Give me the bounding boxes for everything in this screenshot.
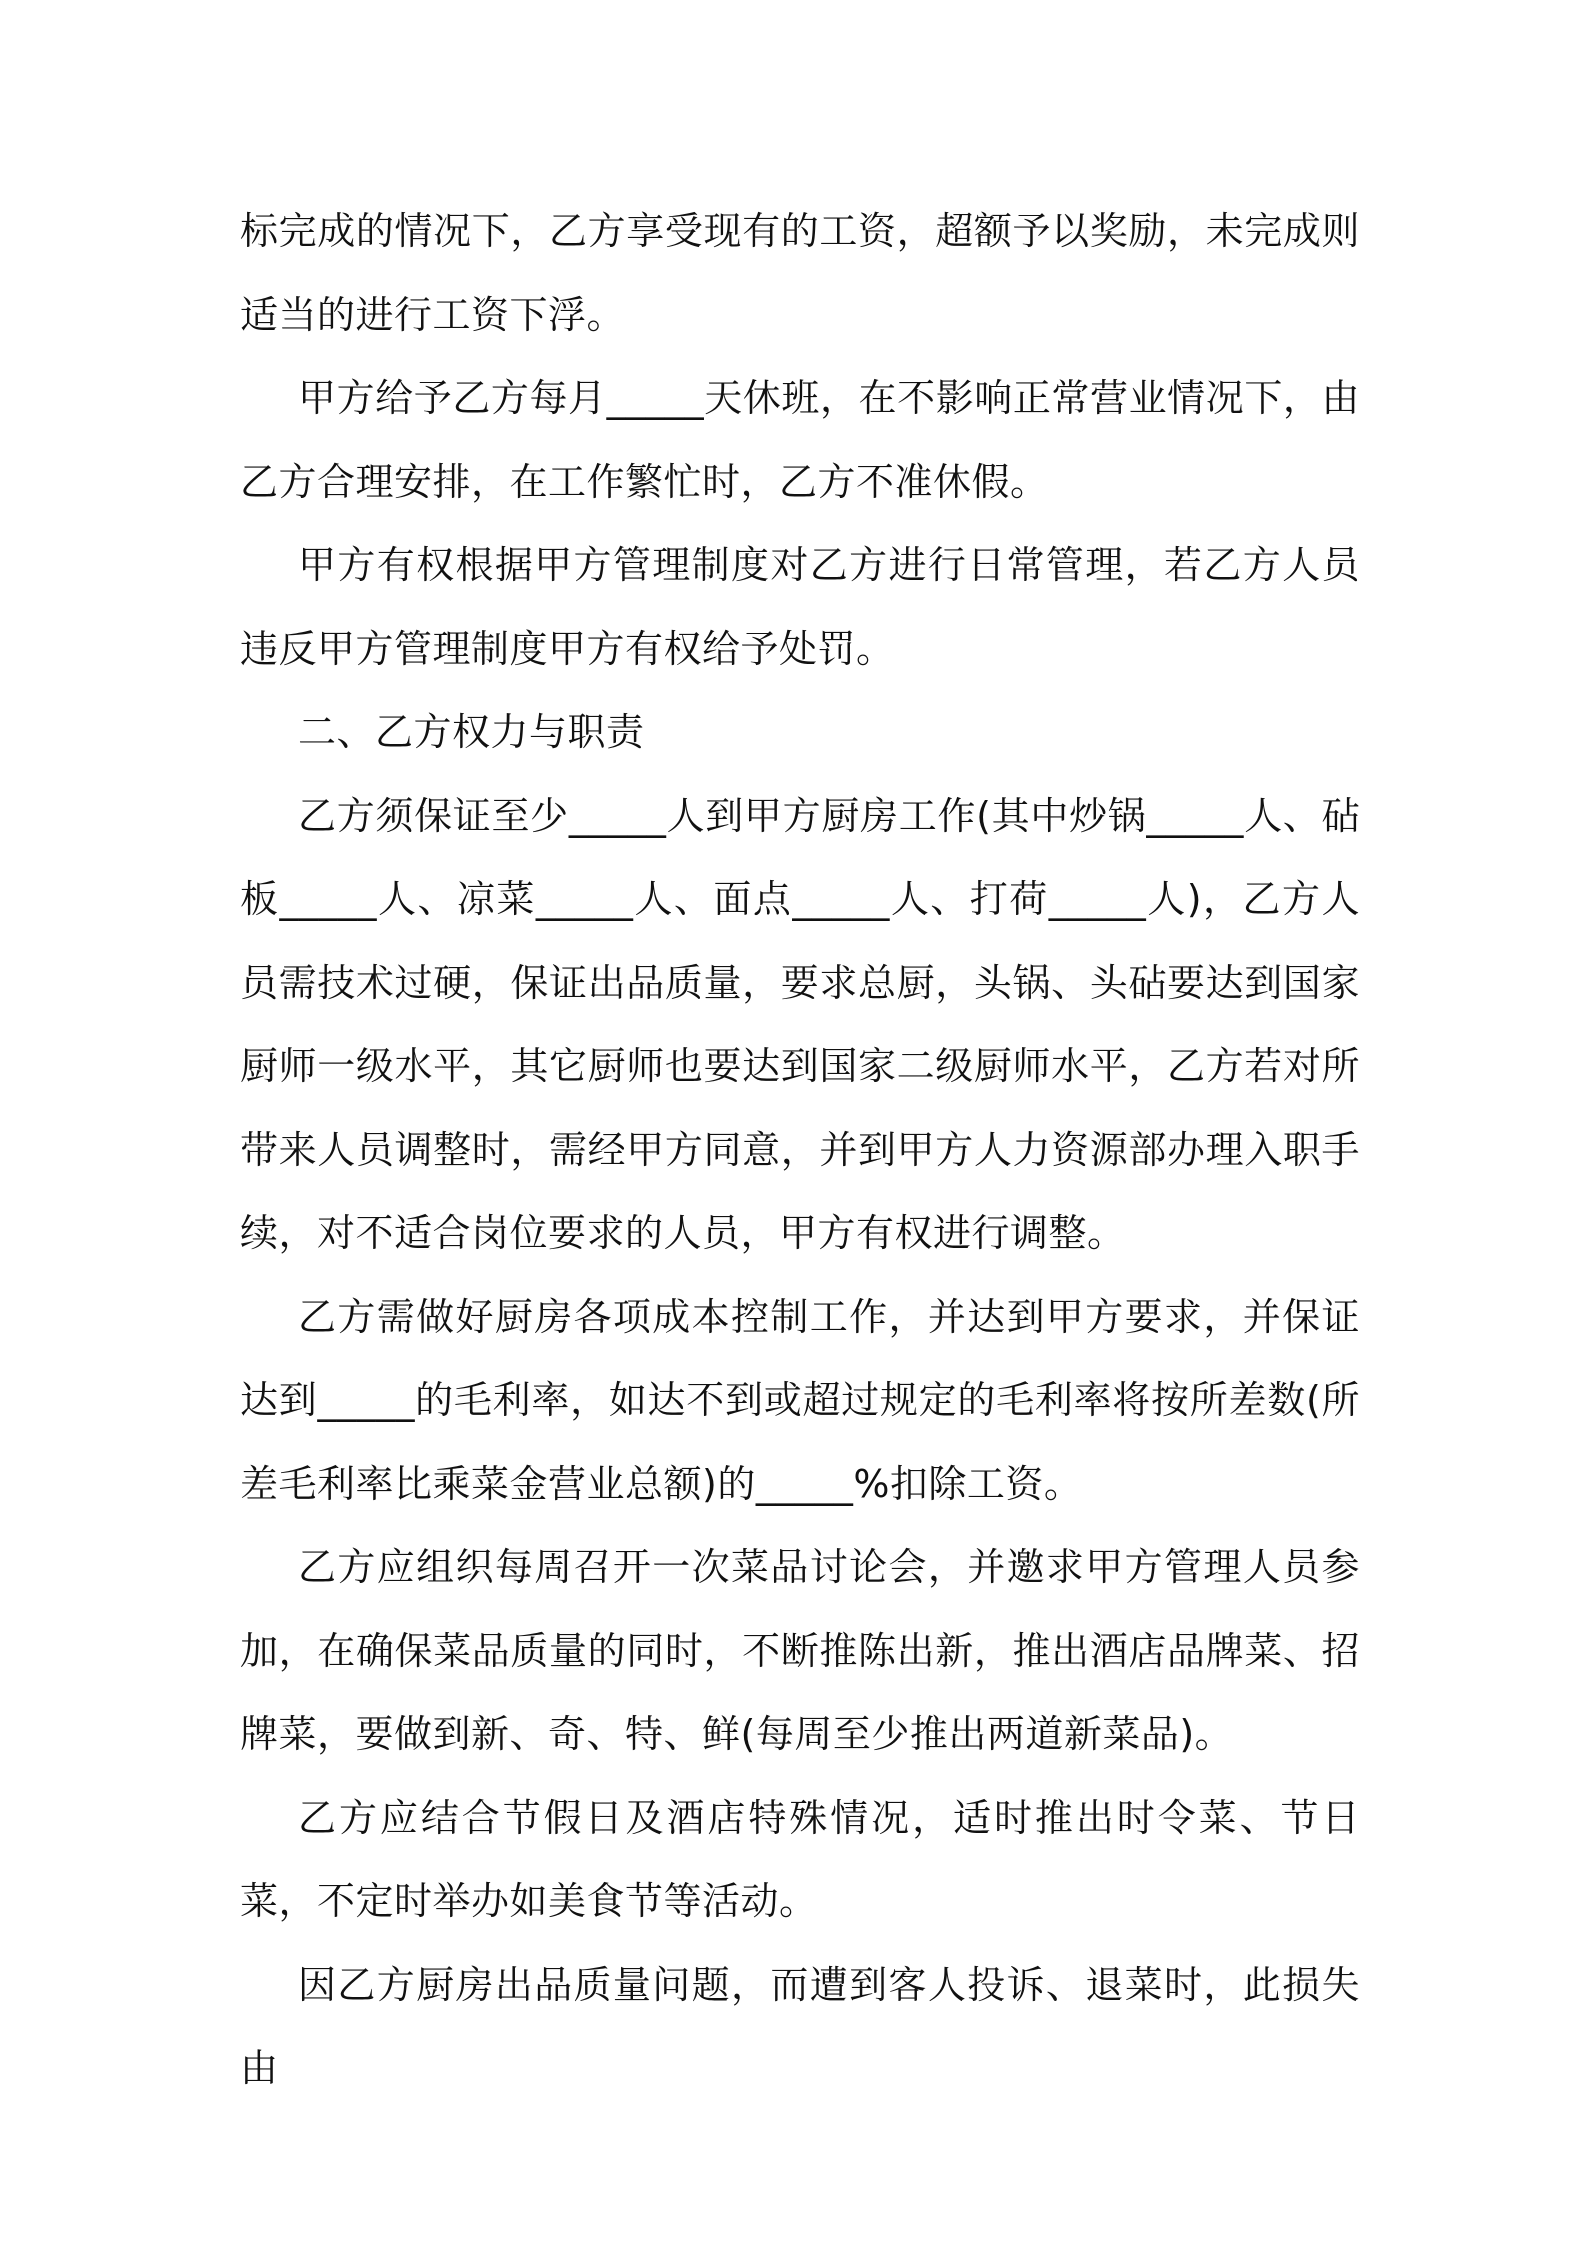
paragraph-staffing-requirements: 乙方须保证至少_____人到甲方厨房工作(其中炒锅_____人、砧板_____人、凉菜_____人、面点_____人、打荷_____人)，乙方人员需技术过硬，保证出品质量，要求总厨，头锅、头砧要达到国家厨师一级水平，其它厨师也要达到国家二级厨师水平，乙方若对所带来人员调整时，需经甲方同意，并到甲方人力资源部办理入职手续，对不适合岗位要求的人员，甲方有权进行调整。 — [240, 793, 1360, 1255]
paragraph-quality-complaints: 因乙方厨房出品质量问题，而遭到客人投诉、退菜时，此损失由 — [240, 1962, 1360, 2090]
paragraph-seasonal-dishes: 乙方应结合节假日及酒店特殊情况，适时推出时令菜、节日菜，不定时举办如美食节等活动。 — [240, 1795, 1360, 1923]
document-body — [240, 190, 1360, 2111]
paragraph-cost-control: 乙方需做好厨房各项成本控制工作，并达到甲方要求，并保证达到_____的毛利率，如达不到或超过规定的毛利率将按所差数(所差毛利率比乘菜金营业总额)的_____%扣除工资。 — [240, 1294, 1360, 1506]
paragraph-menu-meetings: 乙方应组织每周召开一次菜品讨论会，并邀求甲方管理人员参加，在确保菜品质量的同时，不断推陈出新，推出酒店品牌菜、招牌菜，要做到新、奇、特、鲜(每周至少推出两道新菜品)。 — [240, 1545, 1360, 1756]
paragraph-daily-management: 甲方有权根据甲方管理制度对乙方进行日常管理，若乙方人员违反甲方管理制度甲方有权给予处罚。 — [240, 543, 1360, 671]
section-heading-party-b-duties: 二、乙方权力与职责 — [298, 710, 645, 754]
paragraph-salary-adjustment: 标完成的情况下，乙方享受现有的工资，超额予以奖励，未完成则适当的进行工资下浮。 — [240, 209, 1360, 337]
paragraph-monthly-rest-days: 甲方给予乙方每月_____天休班，在不影响正常营业情况下，由乙方合理安排，在工作繁忙时，乙方不准休假。 — [240, 376, 1360, 504]
